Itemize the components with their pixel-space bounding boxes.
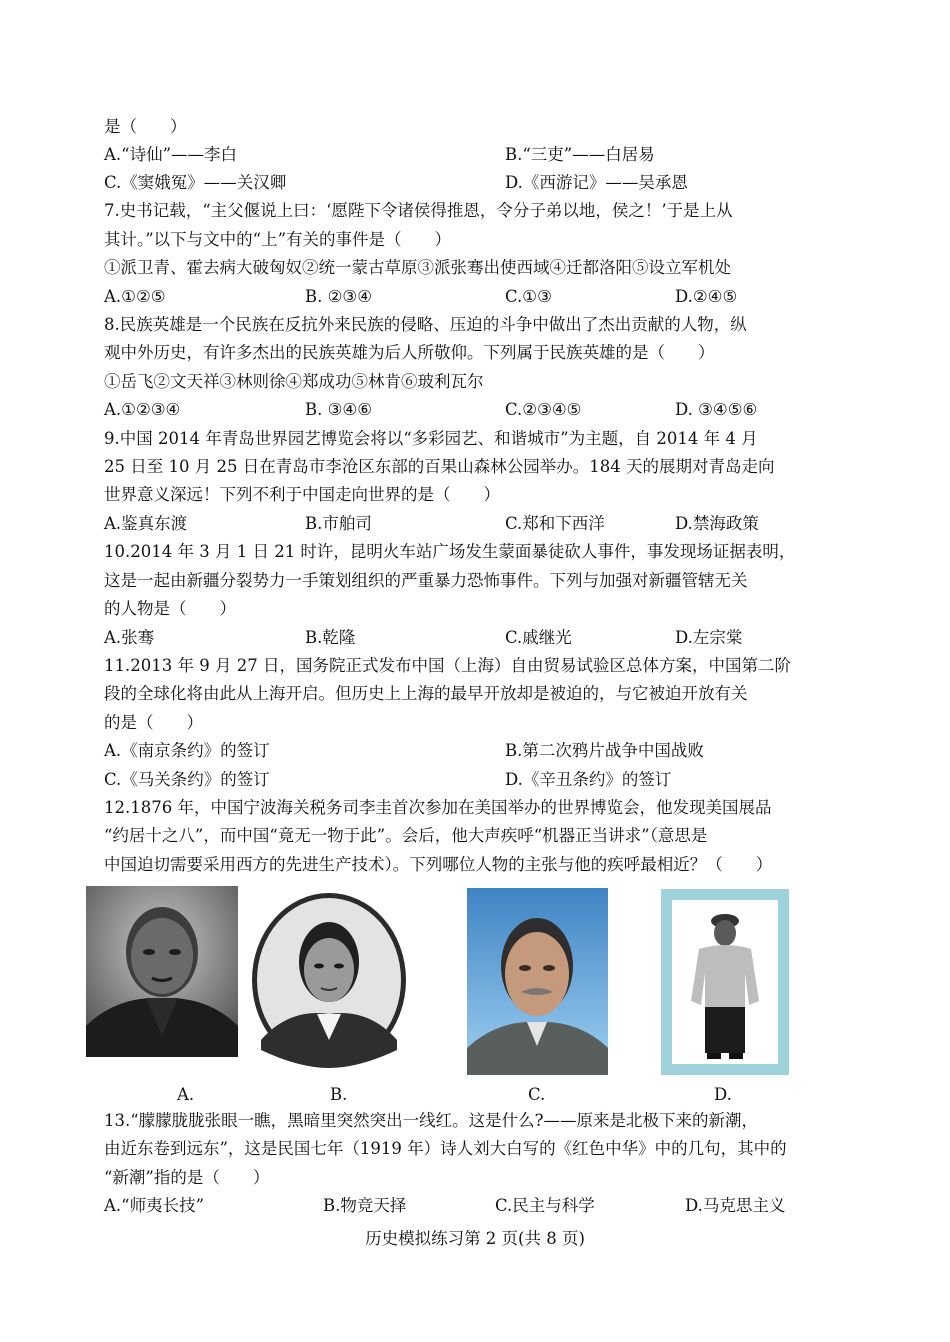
portrait-d-image bbox=[661, 889, 789, 1075]
q7-option-d: D.②④⑤ bbox=[675, 287, 738, 306]
q13-option-d: D.马克思主义 bbox=[685, 1196, 786, 1215]
q7-items: ①派卫青、霍去病大破匈奴②统一蒙古草原③派张骞出使西域④迁都洛阳⑤设立军机处 bbox=[104, 258, 731, 277]
q11-stem-line2: 段的全球化将由此从上海开启。但历史上上海的最早开放却是被迫的，与它被迫开放有关 bbox=[104, 684, 748, 703]
portrait-c-image bbox=[467, 888, 608, 1075]
q6-option-a: A.“诗仙”——李白 bbox=[104, 145, 238, 164]
q8-stem-line1: 8.民族英雄是一个民族在反抗外来民族的侵略、压迫的斗争中做出了杰出贡献的人物，纵 bbox=[104, 315, 747, 334]
q12-stem-line1: 12.1876 年，中国宁波海关税务司李圭首次参加在美国举办的世界博览会，他发现美国展品 bbox=[104, 798, 772, 817]
q10-option-b: B.乾隆 bbox=[305, 628, 356, 647]
caption-b: B. bbox=[330, 1085, 348, 1104]
q7-option-b: B. ②③④ bbox=[305, 287, 372, 306]
q8-option-d: D. ③④⑤⑥ bbox=[675, 400, 758, 419]
q9-stem-line1: 9.中国 2014 年青岛世界园艺博览会将以“多彩园艺、和谐城市”为主题，自 2014 年 4 月 bbox=[104, 429, 758, 448]
page-footer: 历史模拟练习第 2 页(共 8 页) bbox=[365, 1229, 585, 1248]
q8-option-c: C.②③④⑤ bbox=[505, 400, 582, 419]
q6-option-d: D.《西游记》——吴承恩 bbox=[505, 173, 688, 192]
q6-option-c: C.《窦娥冤》——关汉卿 bbox=[104, 173, 287, 192]
q8-items: ①岳飞②文天祥③林则徐④郑成功⑤林肯⑥玻利瓦尔 bbox=[104, 372, 484, 391]
q8-option-a: A.①②③④ bbox=[104, 400, 181, 419]
q10-stem-line1: 10.2014 年 3 月 1 日 21 时许，昆明火车站广场发生蒙面暴徒砍人事件，事发现场证据表明， bbox=[104, 542, 796, 561]
q9-option-d: D.禁海政策 bbox=[675, 514, 759, 533]
q13-stem-line3: “新潮”指的是（ ） bbox=[104, 1168, 270, 1187]
q9-stem-line2: 25 日至 10 月 25 日在青岛市李沧区东部的百果山森林公园举办。184 天的展期对青岛走向 bbox=[104, 457, 775, 476]
q7-option-a: A.①②⑤ bbox=[104, 287, 166, 306]
q13-option-b: B.物竞天择 bbox=[323, 1196, 407, 1215]
q11-option-c: C.《马关条约》的签订 bbox=[104, 770, 270, 789]
q10-option-c: C.戚继光 bbox=[505, 628, 572, 647]
q7-stem-line2: 其计。”以下与文中的“上”有关的事件是（ ） bbox=[104, 230, 452, 249]
q11-option-a: A.《南京条约》的签订 bbox=[104, 741, 270, 760]
q11-stem-line3: 的是（ ） bbox=[104, 713, 203, 732]
q13-option-c: C.民主与科学 bbox=[495, 1196, 595, 1215]
q11-option-d: D.《辛丑条约》的签订 bbox=[505, 770, 672, 789]
q13-stem-line2: 由近东卷到远东”，这是民国七年（1919 年）诗人刘大白写的《红色中华》中的几句，其中的 bbox=[104, 1139, 787, 1158]
q11-option-b: B.第二次鸦片战争中国战败 bbox=[505, 741, 704, 760]
q8-stem-line2: 观中外历史，有许多杰出的民族英雄为后人所敬仰。下列属于民族英雄的是（ ） bbox=[104, 343, 715, 362]
q10-stem-line2: 这是一起由新疆分裂势力一手策划组织的严重暴力恐怖事件。下列与加强对新疆管辖无关 bbox=[104, 571, 748, 590]
portrait-b-image bbox=[249, 890, 409, 1070]
q10-option-d: D.左宗棠 bbox=[675, 628, 743, 647]
q6-tail: 是（ ） bbox=[104, 117, 187, 136]
q12-stem-line2: “约居十之八”，而中国“竟无一物于此”。会后，他大声疾呼“机器正当讲求”（意思是 bbox=[104, 826, 708, 845]
q7-stem-line1: 7.史书记载，“主父偃说上曰：‘愿陛下令诸侯得推恩，令分子弟以地，侯之！’于是上从 bbox=[104, 201, 733, 220]
q6-option-b: B.“三吏”——白居易 bbox=[505, 145, 655, 164]
portrait-a-image bbox=[86, 886, 238, 1057]
caption-a: A. bbox=[177, 1085, 195, 1104]
q11-stem-line1: 11.2013 年 9 月 27 日，国务院正式发布中国（上海）自由贸易试验区总体方案，中国第二阶 bbox=[104, 656, 791, 675]
q9-option-c: C.郑和下西洋 bbox=[505, 514, 605, 533]
q10-option-a: A.张骞 bbox=[104, 628, 155, 647]
q9-stem-line3: 世界意义深远！下列不利于中国走向世界的是（ ） bbox=[104, 485, 500, 504]
q9-option-b: B.市舶司 bbox=[305, 514, 372, 533]
q12-stem-line3: 中国迫切需要采用西方的先进生产技术）。下列哪位人物的主张与他的疾呼最相近？（ ） bbox=[104, 855, 773, 874]
q9-option-a: A.鉴真东渡 bbox=[104, 514, 188, 533]
caption-c: C. bbox=[528, 1085, 546, 1104]
caption-d: D. bbox=[714, 1085, 732, 1104]
q13-option-a: A.“师夷长技” bbox=[104, 1196, 205, 1215]
q10-stem-line3: 的人物是（ ） bbox=[104, 599, 236, 618]
q8-option-b: B. ③④⑥ bbox=[305, 400, 372, 419]
q7-option-c: C.①③ bbox=[505, 287, 552, 306]
q13-stem-line1: 13.“朦朦胧胧张眼一瞧，黑暗里突然突出一线红。这是什么?——原来是北极下来的新潮， bbox=[104, 1111, 759, 1130]
